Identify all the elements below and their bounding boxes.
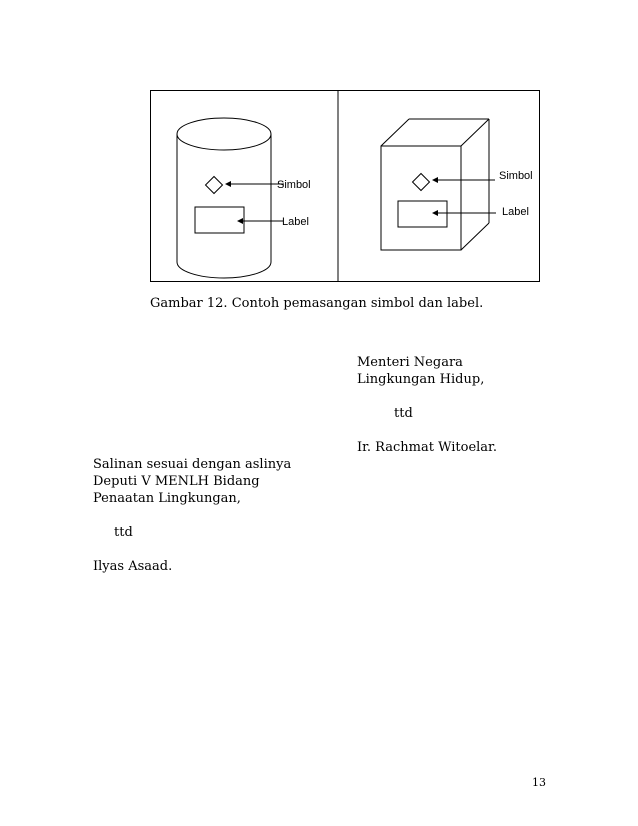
- copy-line1: Salinan sesuai dengan aslinya: [93, 457, 292, 472]
- page-number: 13: [532, 776, 546, 789]
- left-simbol-diamond: [206, 177, 223, 194]
- left-label-rect: [195, 207, 244, 233]
- right-simbol-text: Simbol: [499, 170, 533, 182]
- left-label-text: Label: [282, 216, 309, 228]
- right-simbol-diamond: [413, 174, 430, 191]
- figure-caption: Gambar 12. Contoh pemasangan simbol dan label.: [150, 296, 484, 311]
- copy-ttd: ttd: [114, 525, 133, 540]
- right-label-text: Label: [502, 206, 529, 218]
- signature-ttd: ttd: [394, 406, 413, 421]
- signature-block: [357, 354, 497, 456]
- signature-title-line1: Menteri Negara: [357, 355, 463, 370]
- symbol-label-diagram: [150, 90, 540, 282]
- copy-line2: Deputi V MENLH Bidang: [93, 474, 260, 489]
- cylinder-drum: [177, 118, 271, 278]
- copy-name: Ilyas Asaad.: [93, 559, 173, 574]
- right-label-rect: [398, 201, 447, 227]
- copy-line3: Penaatan Lingkungan,: [93, 491, 241, 506]
- box-container: [381, 119, 489, 250]
- copy-attestation-block: [93, 456, 291, 575]
- signature-name: Ir. Rachmat Witoelar.: [357, 440, 497, 455]
- signature-title-line2: Lingkungan Hidup,: [357, 372, 485, 387]
- left-simbol-text: Simbol: [277, 179, 311, 191]
- figure-12: [150, 90, 540, 282]
